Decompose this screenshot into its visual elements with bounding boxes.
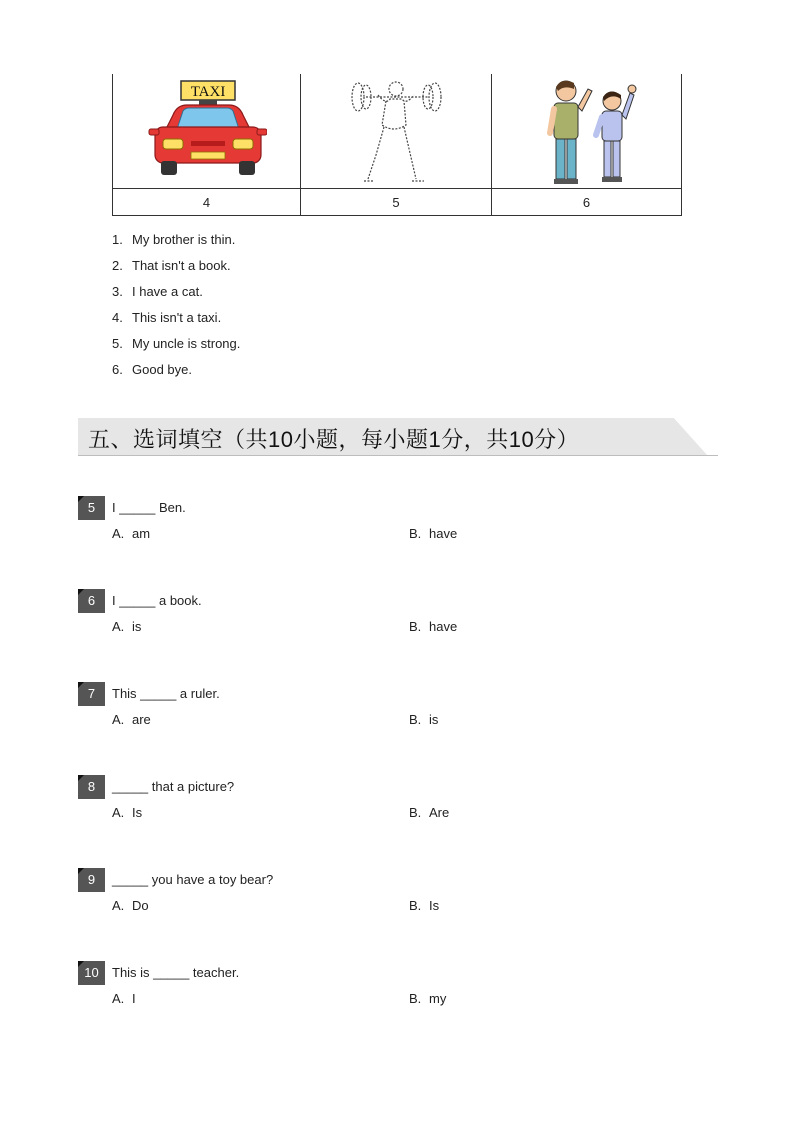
option-b: B. Are: [409, 805, 450, 820]
question-item: [78, 496, 718, 542]
question-text: This _____ a ruler.: [112, 686, 220, 701]
question-text: This is _____ teacher.: [112, 965, 240, 980]
question-item: [78, 961, 718, 1007]
list-item: [112, 334, 240, 360]
taxi-sign-text: TAXI: [190, 84, 225, 100]
section-header: [78, 418, 718, 458]
question-text: _____ that a picture?: [112, 779, 235, 794]
taxi-illustration: [147, 79, 267, 183]
sentence-text: I have a cat.: [132, 284, 203, 299]
question-text: _____ you have a toy bear?: [112, 872, 274, 887]
option-b: B. my: [409, 991, 447, 1006]
question-item: [78, 868, 718, 914]
question-text: I _____ a book.: [112, 593, 202, 608]
list-item: [112, 360, 240, 386]
list-item: [112, 256, 240, 282]
option-b: B. Is: [409, 898, 440, 913]
question-number-badge: 5: [78, 496, 105, 520]
sentence-number: 3.: [112, 284, 123, 299]
option-a: A. are: [112, 712, 151, 727]
question-number-badge: 9: [78, 868, 105, 892]
sentence-number: 2.: [112, 258, 123, 273]
picture-number: 4: [113, 189, 301, 216]
question-item: [78, 589, 718, 635]
sentence-number: 1.: [112, 232, 123, 247]
section-header-rule: [78, 455, 718, 456]
question-item: [78, 682, 718, 728]
sentence-text: This isn't a taxi.: [132, 310, 222, 325]
option-b: B. is: [409, 712, 439, 727]
question-text: I _____ Ben.: [112, 500, 186, 515]
question-number-badge: 6: [78, 589, 105, 613]
weightlifter-illustration: [346, 75, 446, 187]
sentence-number: 4.: [112, 310, 123, 325]
picture-number: 6: [492, 189, 682, 216]
option-a: A. am: [112, 526, 151, 541]
question-number-badge: 8: [78, 775, 105, 799]
picture-table: [112, 74, 682, 216]
option-a: A. Is: [112, 805, 143, 820]
option-b: B. have: [409, 526, 458, 541]
sentence-number: 5.: [112, 336, 123, 351]
sentence-text: Good bye.: [132, 362, 192, 377]
sentence-text: My uncle is strong.: [132, 336, 241, 351]
picture-cell-strong-man: [301, 74, 492, 189]
question-number-badge: 10: [78, 961, 105, 985]
list-item: [112, 230, 240, 256]
list-item: [112, 282, 240, 308]
sentence-text: That isn't a book.: [132, 258, 231, 273]
sentence-text: My brother is thin.: [132, 232, 236, 247]
question-number-badge: 7: [78, 682, 105, 706]
sentence-list: [112, 230, 240, 386]
section-header-slant: [618, 418, 708, 456]
list-item: [112, 308, 240, 334]
option-a: A. I: [112, 991, 136, 1006]
option-a: A. is: [112, 619, 142, 634]
picture-cell-taxi: [113, 74, 301, 189]
option-b: B. have: [409, 619, 458, 634]
sentence-number: 6.: [112, 362, 123, 377]
section-title: 五、选词填空（共10小题，每小题1分，共10分）: [88, 427, 580, 452]
picture-number: 5: [301, 189, 492, 216]
question-item: [78, 775, 718, 821]
option-a: A. Do: [112, 898, 149, 913]
picture-cell-people-waving: [492, 74, 682, 189]
people-waving-illustration: [532, 75, 642, 187]
